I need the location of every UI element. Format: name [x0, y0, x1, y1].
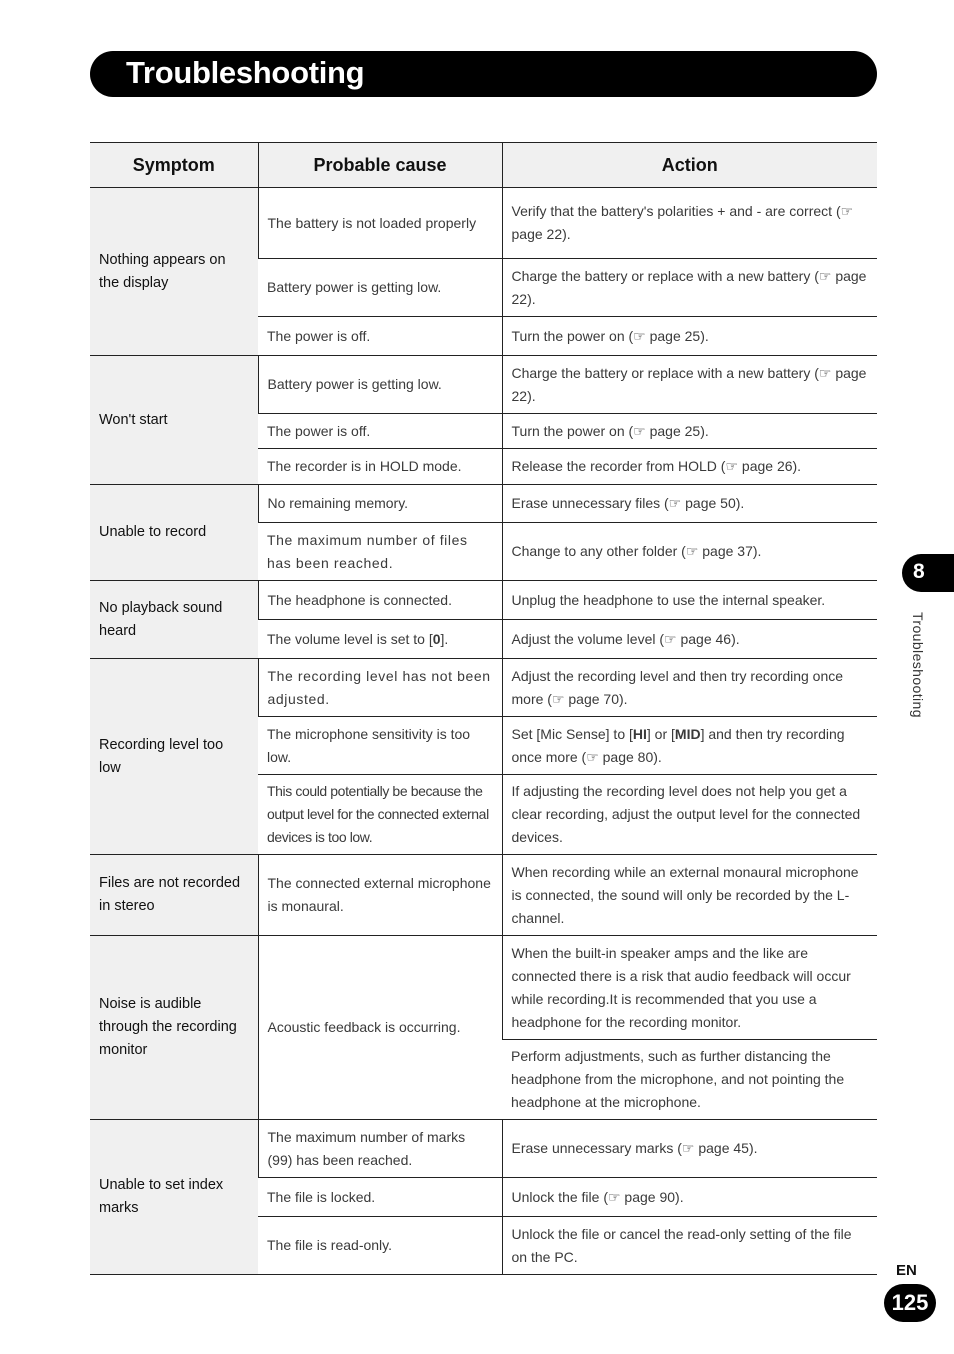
cause-cell: The file is read-only.: [258, 1217, 502, 1275]
cause-cell: The battery is not loaded properly: [258, 188, 502, 259]
mic-sense-mid: MID: [674, 725, 701, 742]
mic-sense-hi: HI: [632, 725, 647, 742]
cause-cell: Acoustic feedback is occurring.: [258, 936, 502, 1120]
chapter-number: 8: [913, 560, 925, 583]
table-row: [90, 188, 877, 259]
cause-text: The volume level is set to [: [267, 630, 433, 647]
action-cell: Erase unnecessary marks (☞ page 45).: [502, 1120, 877, 1178]
cause-cell: The power is off.: [258, 414, 502, 449]
cause-cell: The recorder is in HOLD mode.: [258, 449, 502, 485]
action-cell: Unplug the headphone to use the internal speaker.: [502, 581, 877, 620]
symptom-cell: Recording level too low: [90, 659, 258, 855]
section-side-label: Troubleshooting: [910, 612, 926, 718]
action-text: Set [Mic Sense] to [: [511, 725, 633, 742]
action-cell: Perform adjustments, such as further distancing the headphone from the microphone, and not pointing the headphone at the microphone.: [502, 1040, 877, 1120]
symptom-cell: Won't start: [90, 356, 258, 485]
cause-text: ].: [440, 630, 449, 647]
cause-cell: Battery power is getting low.: [258, 259, 502, 317]
symptom-cell: Unable to set index marks: [90, 1120, 258, 1275]
header-symptom: Symptom: [90, 143, 258, 188]
action-cell: If adjusting the recording level does not help you get a clear recording, adjust the output level for the connected devices.: [502, 775, 877, 855]
action-cell: Release the recorder from HOLD (☞ page 26).: [502, 449, 877, 485]
action-cell: When recording while an external monaural microphone is connected, the sound will only be recorded by the L-channel.: [502, 855, 877, 936]
cause-cell: The headphone is connected.: [258, 581, 502, 620]
language-label: EN: [896, 1262, 917, 1279]
action-cell: Turn the power on (☞ page 25).: [502, 317, 877, 356]
symptom-cell: Unable to record: [90, 485, 258, 581]
troubleshooting-table: [90, 142, 877, 1275]
cause-cell: Battery power is getting low.: [258, 356, 502, 414]
action-text: ] and then try recording once more (☞ page 80).: [511, 725, 845, 765]
cause-cell: The connected external microphone is monaural.: [258, 855, 502, 936]
header-probable-cause: Probable cause: [258, 143, 502, 188]
action-text: ] or [: [646, 725, 675, 742]
page-number: 125: [884, 1284, 936, 1322]
table-row: [90, 581, 877, 620]
symptom-cell: Files are not recorded in stereo: [90, 855, 258, 936]
cause-cell: The file is locked.: [258, 1178, 502, 1217]
action-cell: Adjust the volume level (☞ page 46).: [502, 620, 877, 659]
action-cell: Change to any other folder (☞ page 37).: [502, 523, 877, 581]
page-title: Troubleshooting: [126, 55, 365, 90]
action-cell: Verify that the battery's polarities + and - are correct (☞ page 22).: [502, 188, 877, 259]
table-row: [90, 855, 877, 936]
action-cell: When the built-in speaker amps and the like are connected there is a risk that audio feedback will occur while recording.It is recommended that you use a headphone for the recording monitor.: [502, 936, 877, 1040]
action-cell: Charge the battery or replace with a new battery (☞ page 22).: [502, 356, 877, 414]
action-cell: Erase unnecessary files (☞ page 50).: [502, 485, 877, 523]
title-bar: [90, 51, 877, 97]
action-cell: Unlock the file or cancel the read-only setting of the file on the PC.: [502, 1217, 877, 1275]
symptom-cell: Noise is audible through the recording monitor: [90, 936, 258, 1120]
table-row: [90, 485, 877, 523]
cause-cell: The recording level has not been adjusted.: [258, 659, 502, 717]
table-row: [90, 356, 877, 414]
chapter-tab: [902, 554, 954, 592]
volume-value: 0: [432, 630, 441, 647]
header-action: Action: [502, 143, 877, 188]
table-row: [90, 1120, 877, 1178]
cause-cell: [258, 620, 502, 659]
cause-cell: This could potentially be because the output level for the connected external devices is too low.: [258, 775, 502, 855]
table-header-row: [90, 143, 877, 188]
action-cell: [502, 717, 877, 775]
cause-cell: The microphone sensitivity is too low.: [258, 717, 502, 775]
action-cell: Adjust the recording level and then try recording once more (☞ page 70).: [502, 659, 877, 717]
action-cell: Unlock the file (☞ page 90).: [502, 1178, 877, 1217]
table-row: [90, 936, 877, 1040]
symptom-cell: No playback sound heard: [90, 581, 258, 659]
table-row: [90, 659, 877, 717]
cause-cell: The maximum number of marks (99) has been reached.: [258, 1120, 502, 1178]
action-cell: Turn the power on (☞ page 25).: [502, 414, 877, 449]
symptom-cell: Nothing appears on the display: [90, 188, 258, 356]
action-cell: Charge the battery or replace with a new battery (☞ page 22).: [502, 259, 877, 317]
cause-cell: No remaining memory.: [258, 485, 502, 523]
cause-cell: The power is off.: [258, 317, 502, 356]
cause-cell: The maximum number of files has been reached.: [258, 523, 502, 581]
